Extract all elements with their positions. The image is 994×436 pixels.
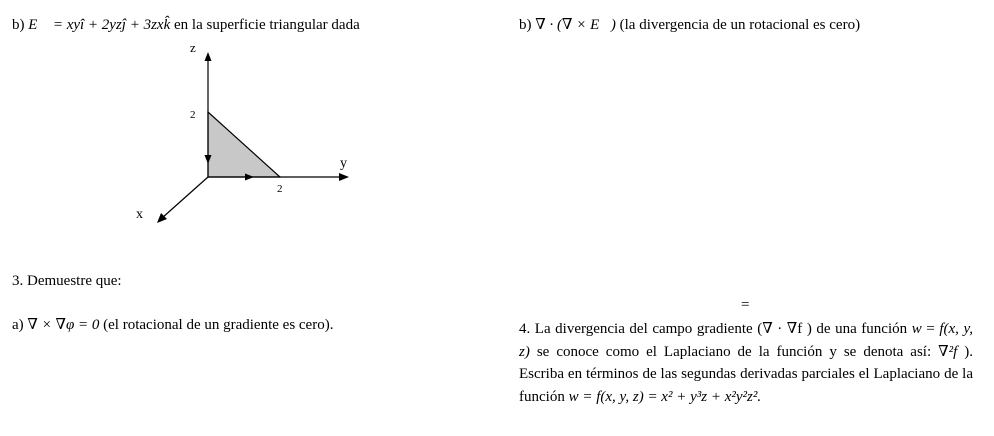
section-4-part3: ). Escriba en términos de las segundas derivadas parciales el Laplaciano de la función <box>519 343 974 405</box>
triangle-surface-figure <box>120 38 360 238</box>
laplacian-symbol: ∇²f <box>938 343 958 360</box>
section-3-title: 3. Demuestre que: <box>12 273 122 289</box>
left-item-a <box>12 316 333 334</box>
y-tick-label: 2 <box>277 183 283 195</box>
left-item-b-prefix: b) <box>12 17 25 33</box>
left-item-a-text: (el rotacional de un gradiente es cero). <box>103 317 334 333</box>
left-item-a-prefix: a) <box>12 317 24 333</box>
right-item-b-text: (la divergencia de un rotacional es cero) <box>619 17 861 33</box>
x-axis-label: x <box>136 207 143 222</box>
section-4-paragraph <box>519 318 973 408</box>
var-w: w <box>911 321 922 337</box>
right-item-b-prefix: b) <box>519 17 532 33</box>
section-4-part1: 4. La divergencia del campo gradiente (∇ · ∇f ) de una función <box>519 321 908 337</box>
left-item-b-text: en la superficie triangular dada <box>174 17 360 33</box>
field-E-formula: E⃗ = xyî + 2yzĵ + 3zxk̂ <box>28 17 171 33</box>
triangle-surface <box>208 112 280 177</box>
curl-gradient-formula: ∇ × ∇φ = 0 <box>27 317 100 333</box>
f-xyz: f(x, y, z) <box>519 321 974 360</box>
equals-mark: = <box>741 297 750 313</box>
z-axis-label: z <box>190 40 196 55</box>
section-4-part2: se conoce como el Laplaciano de la función y se denota así: <box>536 343 932 360</box>
z-axis-arrowhead <box>205 52 212 61</box>
left-item-b <box>12 16 360 34</box>
y-axis-arrowhead <box>339 173 349 181</box>
z-tick-label: 2 <box>190 109 196 121</box>
equals-1: = <box>926 321 935 337</box>
y-axis-label: y <box>340 156 347 171</box>
x-axis <box>162 177 208 218</box>
final-function-formula: w = f(x, y, z) = x² + y³z + x²y²z². <box>568 388 762 405</box>
div-curl-formula: ∇ · (∇ × E⃗) <box>535 17 616 33</box>
right-item-b <box>519 16 860 34</box>
